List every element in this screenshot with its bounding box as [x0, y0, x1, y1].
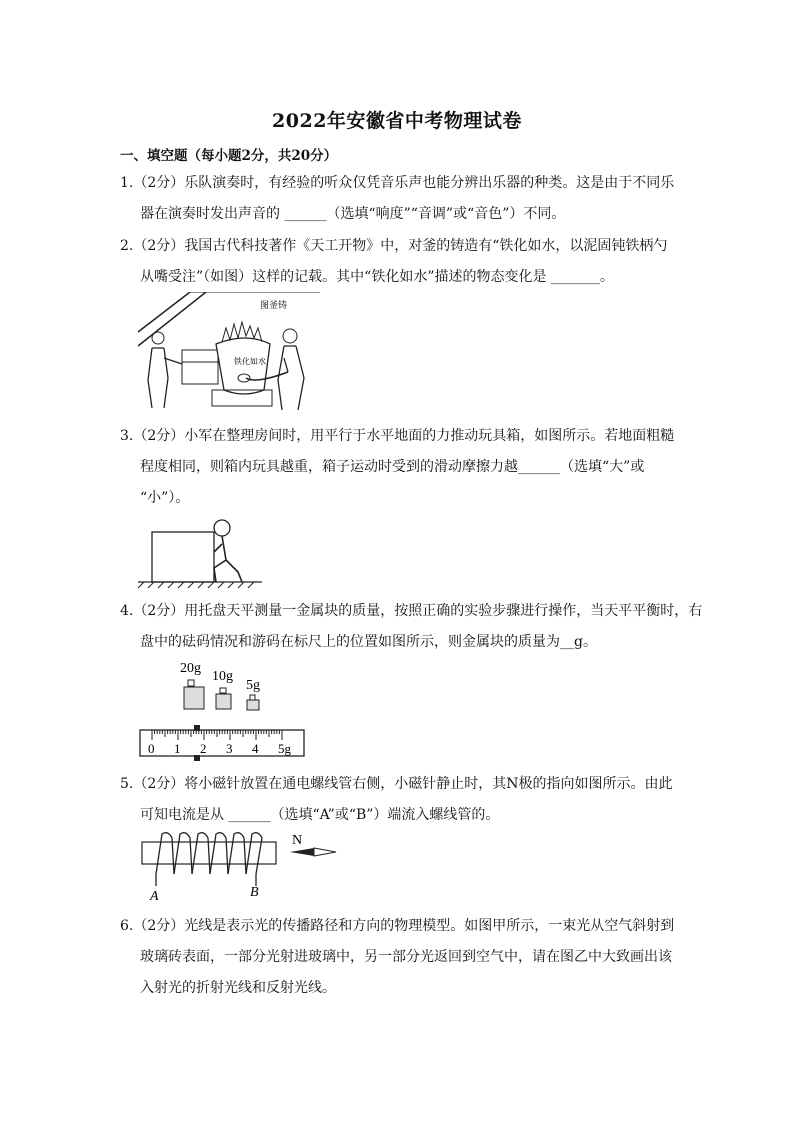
weight-label-10g: 10g [212, 669, 233, 684]
q4-line-2: 盘中的砝码情况和游码在标尺上的位置如图所示，则金属块的质量为__g。 [140, 634, 597, 650]
q5-line-2: 可知电流是从 ______（选填“A”或“B”）端流入螺线管的。 [140, 807, 500, 823]
q6-line-3: 入射光的折射光线和反射光线。 [140, 980, 336, 996]
q3-line-2: 程度相同，则箱内玩具越重，箱子运动时受到的滑动摩擦力越______（选填“大”或 [140, 459, 645, 475]
q6-line-1: 6.（2分）光线是表示光的传播路径和方向的物理模型。如图甲所示，一束光从空气斜射到 [120, 918, 675, 934]
push-box-figure [138, 516, 262, 590]
q1-line-1: 1.（2分）乐队演奏时，有经验的听众仅凭音乐声也能分辨出乐器的种类。这是由于不同乐 [120, 175, 675, 191]
weight-label-20g: 20g [180, 661, 201, 676]
page-title: 2022年安徽省中考物理试卷 [272, 110, 522, 132]
fig2-vessel-text: 铁化如水 [234, 357, 266, 366]
casting-illustration [138, 292, 320, 414]
q2-line-1: 2.（2分）我国古代科技著作《天工开物》中，对釜的铸造有“铁化如水，以泥固钝铁柄勺 [120, 238, 668, 254]
q3-line-1: 3.（2分）小军在整理房间时，用平行于水平地面的力推动玩具箱，如图所示。若地面粗糙 [120, 428, 675, 444]
scale-tick-label: 4 [252, 741, 259, 756]
q3-line-3: “小”）。 [140, 490, 190, 506]
rider-bottom [194, 755, 200, 761]
needle-south-half [314, 848, 336, 856]
needle-north-half [290, 848, 314, 856]
q1-line-2: 器在演奏时发出声音的 ______（选填“响度”“音调”或“音色”）不同。 [140, 206, 566, 222]
q5-line-1: 5.（2分）将小磁针放置在通电螺线管右侧，小磁针静止时，其N极的指向如图所示。由此 [120, 776, 673, 792]
solenoid-figure [138, 828, 342, 902]
needle-n-label: N [292, 833, 303, 848]
q4-line-1: 4.（2分）用托盘天平测量一金属块的质量，按照正确的实验步骤进行操作，当天平平衡时，右 [120, 603, 703, 619]
q2-line-2: 从嘴受注”（如图）这样的记载。其中“铁化如水”描述的物态变化是 _______。 [140, 269, 614, 285]
scale-tick-label: 1 [174, 741, 181, 756]
end-b-label: B [250, 885, 259, 900]
rider-top [194, 725, 200, 731]
scale-tick-label: 0 [148, 741, 155, 756]
fig2-caption: 图釜铸 [260, 300, 288, 310]
end-a-label: A [150, 889, 159, 902]
balance-figure [138, 656, 310, 762]
weight-label-5g: 5g [246, 678, 260, 693]
scale-tick-label: 3 [226, 741, 233, 756]
q6-line-2: 玻璃砖表面，一部分光射进玻璃中，另一部分光返回到空气中，请在图乙中大致画出该 [140, 949, 672, 965]
scale-tick-label: 5g [278, 741, 291, 756]
section-heading: 一、填空题（每小题2分，共20分） [120, 148, 338, 164]
scale-tick-label: 2 [200, 741, 207, 756]
